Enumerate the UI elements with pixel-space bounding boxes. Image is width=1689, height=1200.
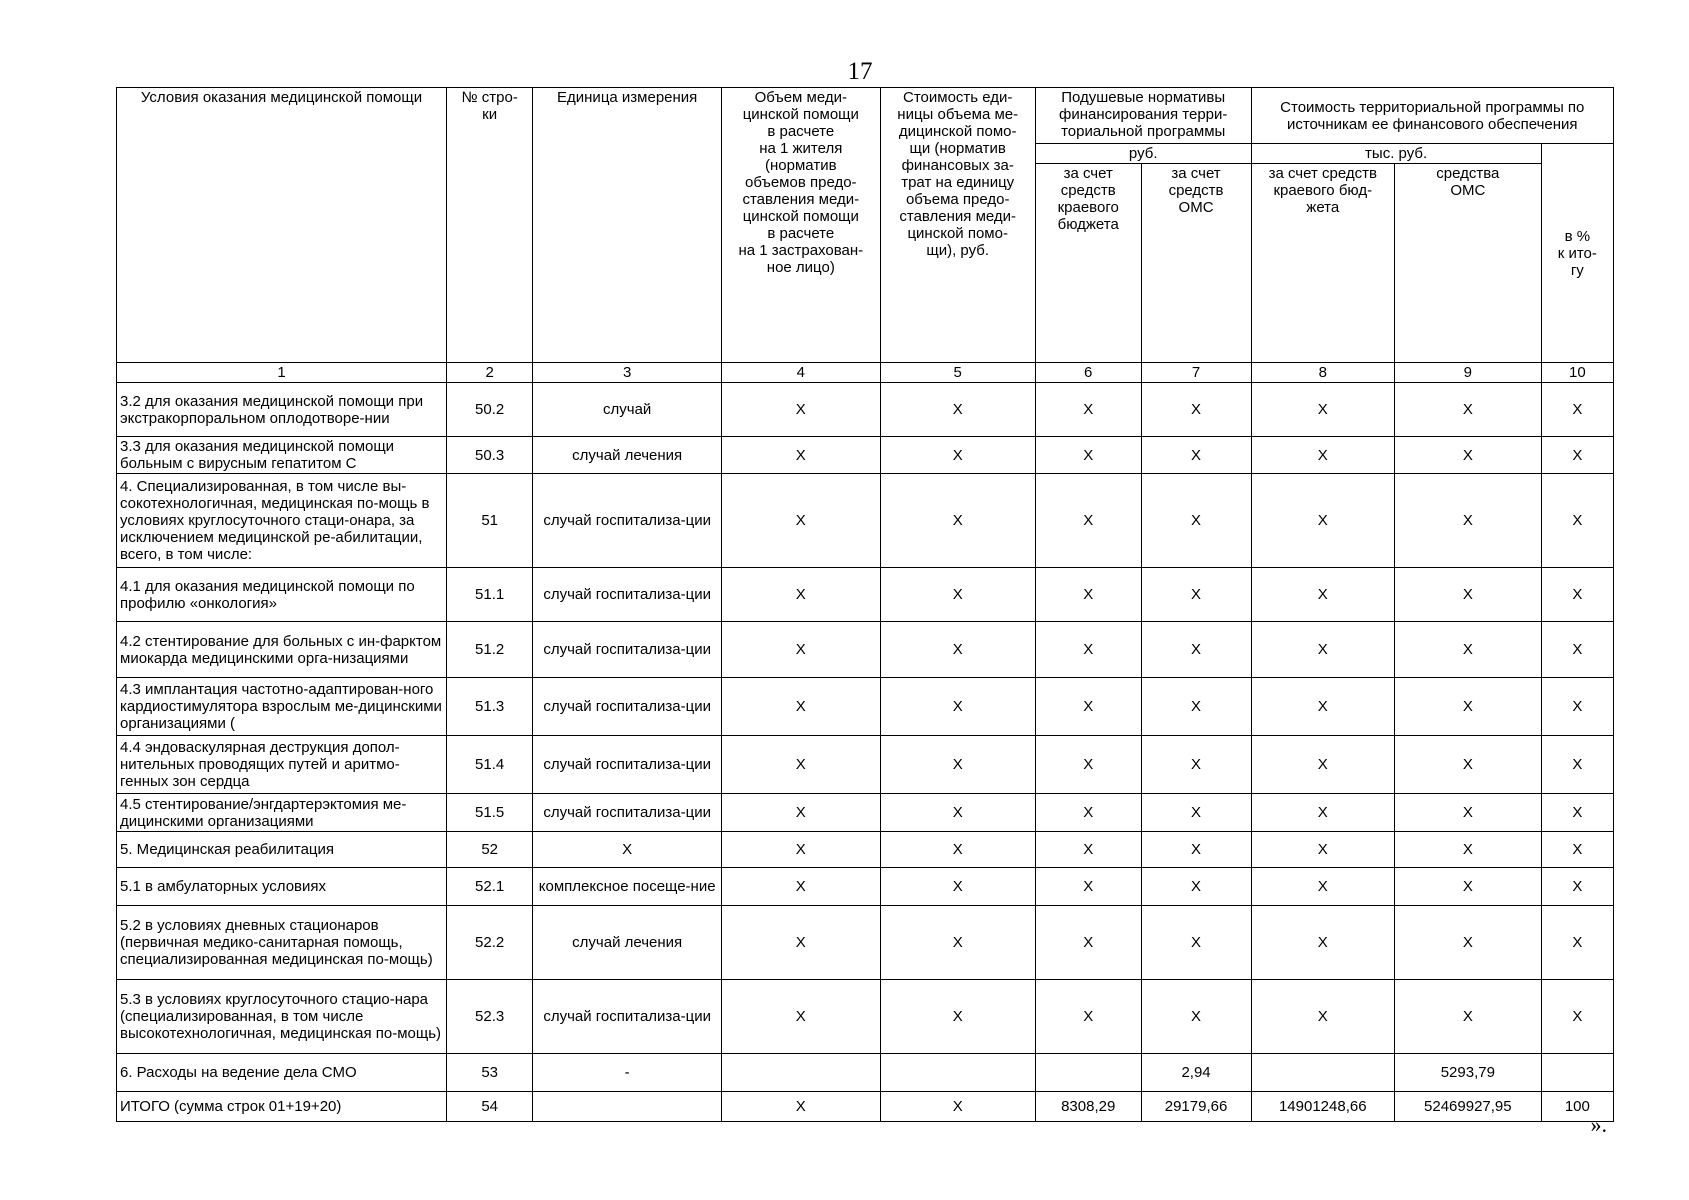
oms-cost-cell: Х [1394, 678, 1541, 736]
table-row [117, 622, 1614, 678]
condition-cell: 4.3 имплантация частотно-адаптирован-ного кардиостимулятора взрослым ме-дицинскими организациями ( [117, 678, 447, 736]
oms-cost-cell: Х [1394, 906, 1541, 980]
volume-cell: Х [722, 437, 881, 474]
percent-cell: Х [1541, 980, 1613, 1054]
condition-cell: 5.1 в амбулаторных условиях [117, 868, 447, 906]
table-row [117, 736, 1614, 794]
percent-total: 100 [1541, 1092, 1613, 1122]
regional-cost-cell: Х [1251, 980, 1394, 1054]
volume-cell [722, 1054, 881, 1092]
total-row [117, 1092, 1614, 1122]
regional-per-capita-cell: Х [1035, 980, 1141, 1054]
unit-cell [533, 1092, 722, 1122]
header-oms-per-capita: за счет средств ОМС [1141, 164, 1251, 363]
percent-cell: Х [1541, 794, 1613, 832]
oms-cost-cell: Х [1394, 736, 1541, 794]
line-number-cell: 52 [447, 832, 533, 868]
condition-cell: 4.4 эндоваскулярная деструкция допол-нительных проводящих путей и аритмо-генных зон сердца [117, 736, 447, 794]
regional-cost-cell [1251, 1054, 1394, 1092]
regional-cost-cell: Х [1251, 868, 1394, 906]
header-unit-cost: Стоимость еди- ницы объема ме- дицинской помо- щи (норматив финансовых за- трат на единицу объема предо- ставления меди- цинской помо- щи), руб. [880, 88, 1035, 363]
regional-cost-total: 14901248,66 [1251, 1092, 1394, 1122]
regional-per-capita-cell: Х [1035, 622, 1141, 678]
percent-cell [1541, 1054, 1613, 1092]
header-conditions: Условия оказания медицинской помощи [117, 88, 447, 363]
condition-cell: 5.3 в условиях круглосуточного стацио-нара (специализированная, в том числе высокотехнологичная, медицинская по-мощь) [117, 980, 447, 1054]
regional-cost-cell: Х [1251, 794, 1394, 832]
regional-per-capita-cell: Х [1035, 868, 1141, 906]
regional-per-capita-cell: Х [1035, 678, 1141, 736]
header-program-cost: Стоимость территориальной программы по источникам ее финансового обеспечения [1251, 88, 1613, 144]
line-number-cell: 51.3 [447, 678, 533, 736]
column-number: 5 [880, 363, 1035, 383]
unit-cost-cell: Х [880, 868, 1035, 906]
volume-cell: Х [722, 568, 881, 622]
oms-per-capita-cell: Х [1141, 736, 1251, 794]
percent-cell: Х [1541, 383, 1613, 437]
unit-cost-cell: Х [880, 832, 1035, 868]
oms-per-capita-cell: Х [1141, 868, 1251, 906]
column-number: 9 [1394, 363, 1541, 383]
unit-cell: случай госпитализа-ции [533, 980, 722, 1054]
oms-per-capita-cell: Х [1141, 383, 1251, 437]
regional-cost-cell: Х [1251, 474, 1394, 568]
territorial-program-cost-table [116, 87, 1614, 1122]
line-number-cell: 50.2 [447, 383, 533, 437]
table-row [117, 980, 1614, 1054]
volume-cell: Х [722, 980, 881, 1054]
line-number-cell: 52.2 [447, 906, 533, 980]
oms-per-capita-cell: Х [1141, 906, 1251, 980]
oms-cost-cell: Х [1394, 622, 1541, 678]
unit-cost-cell: Х [880, 383, 1035, 437]
regional-cost-cell: Х [1251, 437, 1394, 474]
unit-cell: случай госпитализа-ции [533, 474, 722, 568]
line-number-cell: 54 [447, 1092, 533, 1122]
oms-per-capita-total: 29179,66 [1141, 1092, 1251, 1122]
line-number-cell: 53 [447, 1054, 533, 1092]
unit-cell: случай лечения [533, 437, 722, 474]
column-number: 4 [722, 363, 881, 383]
unit-cell: - [533, 1054, 722, 1092]
regional-per-capita-cell: Х [1035, 794, 1141, 832]
volume-cell: Х [722, 1092, 881, 1122]
regional-cost-cell: Х [1251, 906, 1394, 980]
regional-per-capita-total: 8308,29 [1035, 1092, 1141, 1122]
closing-quote-mark: ». [1590, 1112, 1607, 1137]
volume-cell: Х [722, 906, 881, 980]
column-number: 7 [1141, 363, 1251, 383]
oms-per-capita-cell: Х [1141, 622, 1251, 678]
unit-cost-cell: Х [880, 678, 1035, 736]
unit-cell: случай госпитализа-ции [533, 678, 722, 736]
oms-per-capita-cell: Х [1141, 437, 1251, 474]
header-thousand-rub: тыс. руб. [1251, 144, 1541, 164]
oms-per-capita-cell: Х [1141, 832, 1251, 868]
regional-cost-cell: Х [1251, 736, 1394, 794]
unit-cost-cell: Х [880, 794, 1035, 832]
oms-cost-cell: Х [1394, 980, 1541, 1054]
regional-per-capita-cell: Х [1035, 568, 1141, 622]
header-regional-budget-per-capita: за счет средств краевого бюджета [1035, 164, 1141, 363]
regional-per-capita-cell: Х [1035, 474, 1141, 568]
table-row [117, 437, 1614, 474]
volume-cell: Х [722, 622, 881, 678]
column-number: 8 [1251, 363, 1394, 383]
condition-cell: 4.1 для оказания медицинской помощи по профилю «онкология» [117, 568, 447, 622]
unit-cell: случай госпитализа-ции [533, 568, 722, 622]
oms-cost-cell: Х [1394, 832, 1541, 868]
condition-cell: 4.2 стентирование для больных с ин-фарктом миокарда медицинскими орга-низациями [117, 622, 447, 678]
volume-cell: Х [722, 474, 881, 568]
unit-cost-cell: Х [880, 622, 1035, 678]
unit-cost-cell: Х [880, 437, 1035, 474]
column-number: 3 [533, 363, 722, 383]
oms-per-capita-cell: Х [1141, 678, 1251, 736]
volume-cell: Х [722, 794, 881, 832]
regional-cost-cell: Х [1251, 832, 1394, 868]
regional-per-capita-cell: Х [1035, 736, 1141, 794]
header-rub: руб. [1035, 144, 1251, 164]
column-number-row [117, 363, 1614, 383]
percent-cell: Х [1541, 832, 1613, 868]
unit-cost-cell: Х [880, 568, 1035, 622]
oms-per-capita-cell: 2,94 [1141, 1054, 1251, 1092]
regional-per-capita-cell [1035, 1054, 1141, 1092]
percent-cell: Х [1541, 678, 1613, 736]
table-row [117, 383, 1614, 437]
line-number-cell: 50.3 [447, 437, 533, 474]
condition-cell: 4.5 стентирование/энгдартерэктомия ме-дицинскими организациями [117, 794, 447, 832]
column-number: 2 [447, 363, 533, 383]
unit-cell: случай лечения [533, 906, 722, 980]
oms-cost-cell: 5293,79 [1394, 1054, 1541, 1092]
percent-cell: Х [1541, 868, 1613, 906]
table-row [117, 794, 1614, 832]
unit-cost-cell: Х [880, 1092, 1035, 1122]
table-body [117, 383, 1614, 1122]
unit-cell: случай [533, 383, 722, 437]
line-number-cell: 51.4 [447, 736, 533, 794]
regional-per-capita-cell: Х [1035, 906, 1141, 980]
oms-per-capita-cell: Х [1141, 474, 1251, 568]
condition-cell: 5. Медицинская реабилитация [117, 832, 447, 868]
condition-cell: 3.2 для оказания медицинской помощи при экстракорпоральном оплодотворе-нии [117, 383, 447, 437]
oms-cost-cell: Х [1394, 794, 1541, 832]
unit-cell: случай госпитализа-ции [533, 794, 722, 832]
table-row [117, 1054, 1614, 1092]
condition-cell: 3.3 для оказания медицинской помощи больным с вирусным гепатитом С [117, 437, 447, 474]
table-row [117, 832, 1614, 868]
header-percent-of-total: в % к ито- гу [1541, 144, 1613, 363]
oms-per-capita-cell: Х [1141, 980, 1251, 1054]
regional-cost-cell: Х [1251, 678, 1394, 736]
table-row [117, 868, 1614, 906]
column-number: 10 [1541, 363, 1613, 383]
volume-cell: Х [722, 678, 881, 736]
unit-cell: комплексное посеще-ние [533, 868, 722, 906]
oms-per-capita-cell: Х [1141, 568, 1251, 622]
line-number-cell: 51.5 [447, 794, 533, 832]
percent-cell: Х [1541, 474, 1613, 568]
unit-cost-cell [880, 1054, 1035, 1092]
percent-cell: Х [1541, 568, 1613, 622]
table-row [117, 906, 1614, 980]
header-unit: Единица измерения [533, 88, 722, 363]
unit-cost-cell: Х [880, 980, 1035, 1054]
regional-per-capita-cell: Х [1035, 832, 1141, 868]
oms-cost-cell: Х [1394, 383, 1541, 437]
line-number-cell: 51.2 [447, 622, 533, 678]
column-number: 6 [1035, 363, 1141, 383]
header-line-number: № стро- ки [447, 88, 533, 363]
unit-cost-cell: Х [880, 736, 1035, 794]
oms-cost-cell: Х [1394, 474, 1541, 568]
oms-cost-cell: Х [1394, 437, 1541, 474]
line-number-cell: 52.3 [447, 980, 533, 1054]
volume-cell: Х [722, 736, 881, 794]
line-number-cell: 51.1 [447, 568, 533, 622]
line-number-cell: 51 [447, 474, 533, 568]
regional-cost-cell: Х [1251, 568, 1394, 622]
condition-cell: 4. Специализированная, в том числе вы-сокотехнологичная, медицинская по-мощь в условиях круглосуточного стаци-онара, за исключением медицинской ре-абилитации, всего, в том числе: [117, 474, 447, 568]
unit-cell: случай госпитализа-ции [533, 622, 722, 678]
percent-cell: Х [1541, 736, 1613, 794]
table-row [117, 678, 1614, 736]
total-label: ИТОГО (сумма строк 01+19+20) [117, 1092, 447, 1122]
regional-cost-cell: Х [1251, 383, 1394, 437]
regional-cost-cell: Х [1251, 622, 1394, 678]
column-number: 1 [117, 363, 447, 383]
header-per-capita-standards: Подушевые нормативы финансирования терри- ториальной программы [1035, 88, 1251, 144]
regional-per-capita-cell: Х [1035, 383, 1141, 437]
header-oms-cost: средства ОМС [1394, 164, 1541, 363]
oms-cost-cell: Х [1394, 568, 1541, 622]
line-number-cell: 52.1 [447, 868, 533, 906]
header-regional-budget-cost: за счет средств краевого бюд- жета [1251, 164, 1394, 363]
unit-cell: случай госпитализа-ции [533, 736, 722, 794]
unit-cost-cell: Х [880, 906, 1035, 980]
volume-cell: Х [722, 868, 881, 906]
percent-cell: Х [1541, 906, 1613, 980]
header-volume: Объем меди- цинской помощи в расчете на 1 жителя (норматив объемов предо- ставления меди- цинской помощи в расчете на 1 застрахован- ное лицо) [722, 88, 881, 363]
oms-cost-cell: Х [1394, 868, 1541, 906]
condition-cell: 5.2 в условиях дневных стационаров (первичная медико-санитарная помощь, специализированная медицинская по-мощь) [117, 906, 447, 980]
volume-cell: Х [722, 383, 881, 437]
unit-cost-cell: Х [880, 474, 1035, 568]
unit-cell: Х [533, 832, 722, 868]
table-row [117, 568, 1614, 622]
volume-cell: Х [722, 832, 881, 868]
oms-cost-total: 52469927,95 [1394, 1092, 1541, 1122]
regional-per-capita-cell: Х [1035, 437, 1141, 474]
percent-cell: Х [1541, 437, 1613, 474]
oms-per-capita-cell: Х [1141, 794, 1251, 832]
page-number: 17 [847, 58, 873, 85]
table-row [117, 474, 1614, 568]
percent-cell: Х [1541, 622, 1613, 678]
condition-cell: 6. Расходы на ведение дела СМО [117, 1054, 447, 1092]
